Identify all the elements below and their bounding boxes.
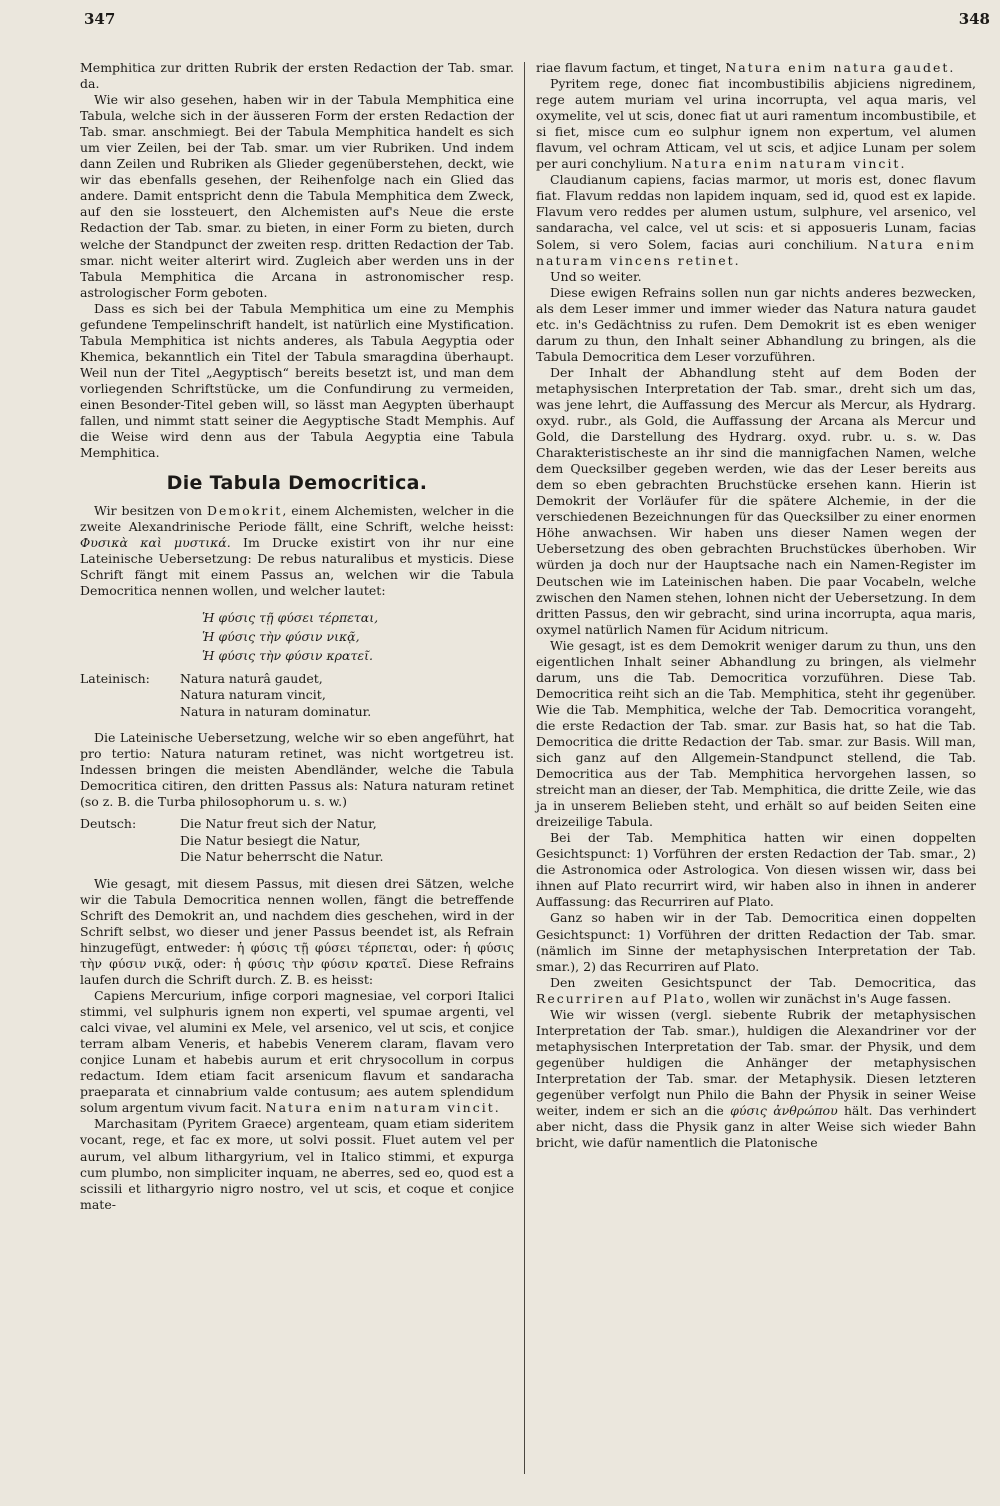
latin-quote (536, 172, 976, 268)
refrain: Natura enim naturam vincens retinet. (536, 236, 976, 268)
column-divider (524, 62, 525, 1474)
verse-label: Lateinisch: (80, 670, 150, 686)
verse-line: Natura naturam vincit, (180, 687, 326, 702)
text: riae flavum factum, et tinget, (536, 60, 722, 75)
greek-line: Ἡ φύσις τὴν φύσιν κρατεῖ. (202, 647, 373, 663)
page-number-left: 347 (84, 10, 116, 28)
text: Wir besitzen von (94, 503, 203, 519)
left-column (80, 60, 514, 1213)
paragraph: Dass es sich bei der Tabula Memphitica um eine zu Memphis gefundene Tempelinschrift handelt, ist natürlich eine Mystification. Tabula Memphitica ist nichts anderes, als Tabula Aegyptia oder Khemica, bekanntlich ein Titel der Tabula smaragdina überhaupt. Weil nun der Titel „Aegyptisch“ bereits besetzt ist, und man dem vorliegenden Schriftstücke, um die Confundirung zu vermeiden, einen Besonder-Titel geben will, so lässt man Aegypten überhaupt fallen, und nimmt statt seiner die Aegyptische Stadt Memphis. Auf die Weise wird denn aus der Tabula Aegyptia eine Tabula Memphitica. (80, 300, 514, 461)
greek-line: Ἡ φύσις τὴν φύσιν νικᾷ, (202, 628, 360, 644)
verse-line: Die Natur freut sich der Natur, (180, 816, 377, 832)
text: hält. Das verhindert aber nicht, dass die Physik ganz in alter Weise sich wieder Bahn bricht, wie dafür namentlich die Platonische (536, 1103, 976, 1151)
latin-verse (80, 671, 514, 721)
verse-line: Natura naturâ gaudet, (180, 670, 323, 686)
paragraph (536, 975, 976, 1007)
author-name: Demokrit (207, 503, 283, 519)
greek-phrase: φύσις ἀνθρώπου (730, 1103, 838, 1119)
paragraph: Wie gesagt, ist es dem Demokrit weniger darum zu thun, uns den eigentlichen Inhalt seiner Abhandlung zu bringen, als vielmehr darum, uns die Tab. Democritica vorzuführen. Diese Tab. Democritica reiht sich an die Tab. Memphitica, steht ihr gegenüber. Wie die Tab. Memphitica, welche der Tab. Democritica vorangeht, die erste Redaction der Tab. smar. zur Basis hat, so hat die Tab. Democritica die dritte Redaction der Tab. smar. zur Basis. Will man, sich ganz auf den Allgemein-Standpunct stellend, die Tab. Democritica aus der Tab. Memphitica hervorgehen lassen, so streicht man an dieser, der Tab. Memphitica, die dritte Zeile, wie das ja in unserem Belieben steht, und erhält so auf beiden Seiten eine dreizeilige Tabula. (536, 637, 976, 830)
paragraph: Und so weiter. (550, 268, 642, 284)
german-verse (80, 816, 514, 866)
page-number-right: 348 (958, 10, 990, 28)
paragraph: Wie wir also gesehen, haben wir in der Tabula Memphitica eine Tabula, welche sich in der äusseren Form der ersten Redaction der Tab. smar. anschmiegt. Bei der Tabula Memphitica handelt es sich um vier Zeilen, bei der Tab. smar. um vier Rubriken. Und indem dann Zeilen und Rubriken als Glieder gegenüberstehen, deckt, wie wir das ebenfalls gesehen, der Reihenfolge nach ein Glied das andere. Damit entspricht denn die Tabula Memphitica dem Zweck, auf den sie lossteuert, den Alchemisten auf's Neue die erste Redaction der Tab. smar. zu bieten, in einer Form zu bieten, durch welche der Standpunct der zweiten resp. dritten Redaction der Tab. smar. nicht weiter alterirt wird. Zugleich aber werden uns in der Tabula Memphitica die Arcana in astronomischer resp. astrologischer Form geboten. (80, 92, 514, 300)
paragraph: Ganz so haben wir in der Tab. Democritica einen doppelten Gesichtspunct: 1) Vorführen der dritten Redaction der Tab. smar. (nämlich im Sinne der metaphysischen Interpretation der Tab. smar.), 2) das Recurriren auf Plato. (536, 910, 976, 974)
greek-title: Φυσικὰ καὶ μυστικά. (80, 535, 231, 551)
greek-verse (80, 608, 514, 665)
latin-quote: Marchasitam (Pyritem Graece) argenteam, quam etiam sideritem vocant, rege, et fac ex more, ut solvi possit. Fluet autem vel per aurum, vel album lithargyrium, vel in Italico stimmi, et expurga cum plumbo, non simpliciter inquam, ne aberres, sed eo, quod est a scissili et lithargyrio nigro nostro, vel ut scis, et coque et conjice mate- (80, 1116, 514, 1212)
verse-line: Die Natur beherrscht die Natur. (180, 849, 384, 865)
verse-line: Die Natur besiegt die Natur, (180, 832, 361, 848)
text: Capiens Mercurium, infige corpori magnesiae, vel corpori Italici stimmi, vel sulphuris ignem non experti, vel spumae argenti, vel calci vivae, vel alumini ex Mele, vel arsenico, vel ut scis, et conjice terram albam Veneris, et habebis Venerem claram, flavam vero conjice Lunam et habebis aurum et erit chrysocollum in corpus redactum. Idem etiam facit arsenicum flavum et sandaracha praeparata et cinnabrium valde contusum; aes autem splendidum solum argentum vivum facit. (80, 988, 514, 1116)
text: Den zweiten Gesichtspunct der Tab. Democritica, das (550, 974, 976, 990)
paragraph (536, 1007, 976, 1151)
paragraph: Diese ewigen Refrains sollen nun gar nichts anderes bezwecken, als dem Leser immer und immer wieder das Natura natura gaudet etc. in's Gedächtniss zu rufen. Dem Demokrit ist es eben weniger darum zu thun, den Inhalt seiner Abhandlung zu bringen, als die Tabula Democritica dem Leser vorzuführen. (536, 284, 976, 364)
paragraph: Bei der Tab. Memphitica hatten wir einen doppelten Gesichtspunct: 1) Vorführen der ersten Redaction der Tab. smar., 2) die Astronomica oder Astrologica. Von diesen wissen wir, dass bei ihnen auf Plato recurrirt wird, wir haben also in ihnen in anderer Auffassung: das Recurriren auf Plato. (536, 830, 976, 910)
greek-line: Ἡ φύσις τῇ φύσει τέρπεται, (202, 609, 379, 625)
refrain: Natura enim natura gaudet. (725, 60, 956, 75)
paragraph: Memphitica zur dritten Rubrik der ersten Redaction der Tab. smar. da. (80, 60, 514, 92)
text: Im Drucke existirt von ihr nur eine Lateinische Uebersetzung: De rebus naturalibus et mysticis. Diese Schrift fängt mit einem Passus an, welchen wir die Tabula Democritica nennen wollen, und welcher lautet: (80, 535, 514, 599)
right-column (536, 60, 976, 1151)
text: Wie wir wissen (vergl. siebente Rubrik der metaphysischen Interpretation der Tab. smar.), huldigen die Alexandriner vor der metaphysischen Interpretation der Tab. smar. der Physik, und dem gegenüber huldigen die Anhänger der metaphysischen Interpretation der Tab. smar. der Metaphysik. Diesen letzteren gegenüber verfolgt nun Philo die Bahn der Physik in seiner Weise weiter, indem er sich an die (536, 1006, 976, 1119)
text: , wollen wir zunächst in's Auge fassen. (705, 990, 952, 1006)
refrain: Natura enim naturam vincit. (265, 1100, 501, 1116)
verse-line: Natura in naturam dominatur. (180, 703, 372, 719)
paragraph (80, 503, 514, 599)
paragraph: Der Inhalt der Abhandlung steht auf dem Boden der metaphysischen Interpretation der Tab. smar., dreht sich um das, was jene lehrt, die Auffassung des Mercur als Mercur, als Hydrarg. oxyd. rubr., als Gold, die Auffassung der Arcana als Mercur und Gold, die Darstellung des Hydrarg. oxyd. rubr. u. s. w. Das Charakteristischeste an ihr sind die mannigfachen Namen, welche dem Quecksilber gegeben werden, wie das der Leser bereits aus dem so eben gebrachten Bruchstücke ersehen kann. Hierin ist Demokrit der Vorläufer für die spätere Alchemie, in der die verschiedenen Bezeichnungen für das Quecksilber zu einer enormen Höhe anwachsen. Wir haben uns dieser Namen wegen der Uebersetzung des oben gebrachten Bruchstückes überhoben. Wir würden ja doch nur der Hauptsache nach ein Namen-Register im Deutschen wie im Lateinischen haben. Die paar Vocabeln, welche zwischen den Namen stehen, lohnen nicht der Uebersetzung. In dem dritten Passus, den wir gebracht, sind urina incorrupta, aqua maris, oxymel natürlich Namen für Acidum nitricum. (536, 364, 976, 637)
spaced-phrase: Recurriren auf Plato (536, 990, 706, 1006)
latin-quote (536, 60, 976, 76)
paragraph: Wie gesagt, mit diesem Passus, mit diesen drei Sätzen, welche wir die Tabula Democritica nennen wollen, fängt die betreffende Schrift des Demokrit an, und nachdem dies geschehen, wird in der Schrift selbst, wo dieser und jener Passus beendet ist, als Refrain hinzugefügt, entweder: ἡ φύσις τῇ φύσει τέρπεται, oder: ἡ φύσις τὴν φύσιν νικᾷ, oder: ἡ φύσις τὴν φύσιν κρατεῖ. Diese Refrains laufen durch die Schrift durch. Z. B. es heisst: (80, 875, 514, 988)
text: Claudianum capiens, facias marmor, ut moris est, donec flavum fiat. Flavum reddas non lapidem inquam, sed id, quod est ex lapide. Flavum vero reddes per alumen ustum, sulphure, vel arsenico, vel sandaracha, vel calce, vel ut scis: et si apposueris Lunam, facias Solem, si vero Solem, facias auri conchilium. (536, 172, 976, 252)
latin-quote (80, 988, 514, 1116)
section-heading: Die Tabula Democritica. (166, 472, 428, 495)
refrain: Natura enim naturam vincit. (671, 156, 907, 172)
latin-quote (536, 76, 976, 172)
text: , einem Alchemisten, welcher in die zweite Alexandrinische Periode fällt, eine Schrift, welche heisst: (80, 503, 514, 535)
paragraph: Die Lateinische Uebersetzung, welche wir so eben angeführt, hat pro tertio: Natura naturam retinet, was nicht wortgetreu ist. Indessen bringen die meisten Abendländer, welche die Tabula Democritica citiren, den dritten Passus als: Natura naturam retinet (so z. B. die Turba philosophorum u. s. w.) (80, 730, 514, 810)
text: Pyritem rege, donec fiat incombustibilis abjiciens nigredinem, rege autem muriam vel urina incorrupta, vel aqua maris, vel oxymelite, vel ut scis, donec fiat ut auri ramentum incombustibile, et si fiet, misce cum eo sulphur ignem non expertum, vel alumen flavum, vel ochram Atticam, vel ut scis, et adjice Lunam per solem per auri conchylium. (536, 76, 976, 172)
verse-label: Deutsch: (80, 816, 137, 832)
